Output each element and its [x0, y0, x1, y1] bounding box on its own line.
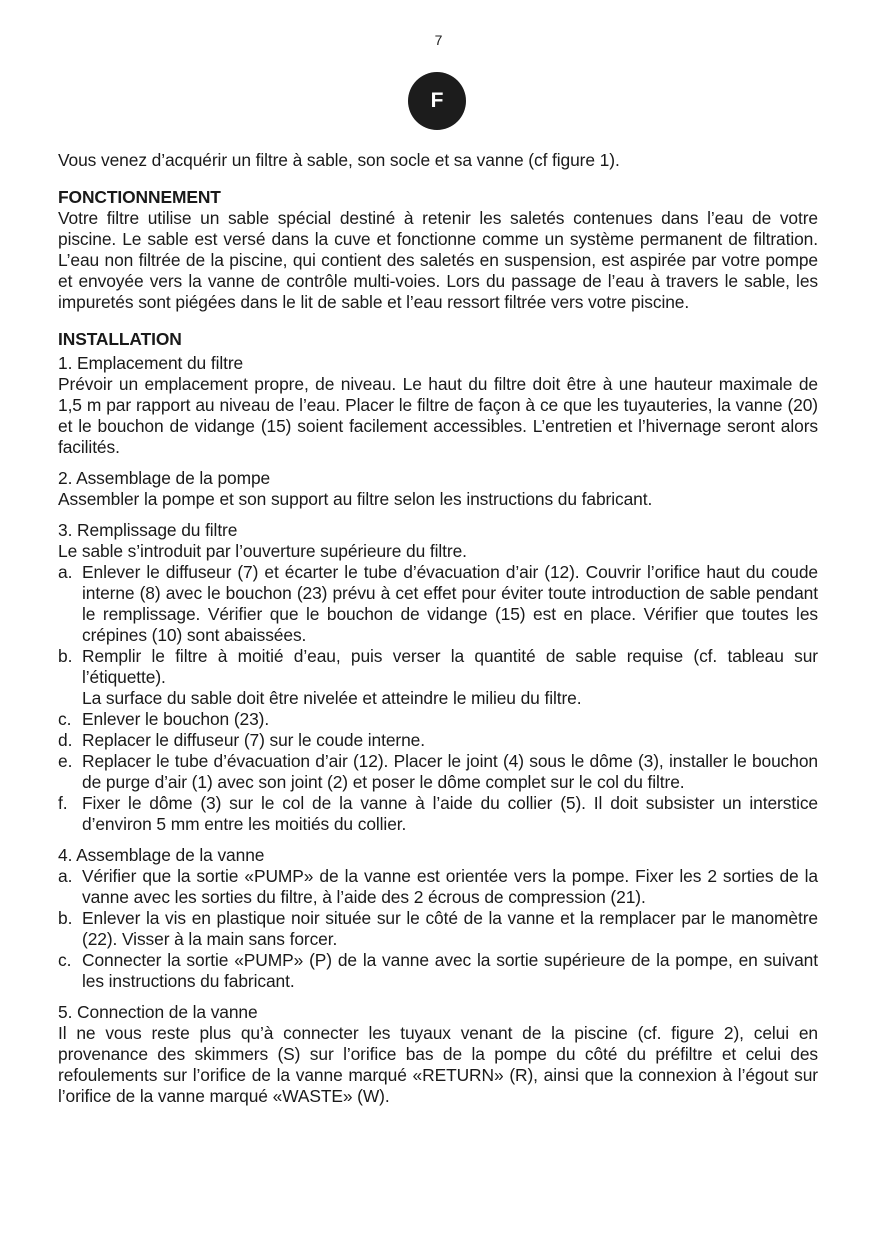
subsection-text: Assembler la pompe et son support au filtre selon les instructions du fabricant.	[58, 489, 653, 509]
vanne-steps	[58, 866, 818, 992]
list-item-text: Remplir le filtre à moitié d’eau, puis verser la quantité de sable requise (cf. tableau sur l’étiquette).	[82, 646, 818, 687]
list-marker: a.	[58, 562, 73, 582]
subsection-connection-vanne	[58, 1002, 818, 1107]
list-marker: e.	[58, 751, 73, 771]
list-item	[58, 562, 818, 646]
language-badge: F	[408, 72, 466, 130]
list-marker: b.	[58, 908, 73, 928]
subsection-title: 5. Connection de la vanne	[58, 1002, 258, 1022]
subsection-text: Prévoir un emplacement propre, de niveau. Le haut du filtre doit être à une hauteur maximale de 1,5 m par rapport au niveau de l’eau. Placer le filtre de façon à ce que les tuyauteries, la vanne (20) et le bouchon de vidange (15) soient facilement accessibles. L’entretien et l’hivernage seront alors facilités.	[58, 374, 818, 457]
section-installation	[58, 329, 818, 1107]
list-item-text: Connecter la sortie «PUMP» (P) de la vanne avec la sortie supérieure de la pompe, en suivant les instructions du fabricant.	[82, 950, 818, 991]
subsection-title: 2. Assemblage de la pompe	[58, 468, 271, 488]
subsection-emplacement	[58, 353, 818, 458]
list-item-note: La surface du sable doit être nivelée et atteindre le milieu du filtre.	[82, 688, 582, 708]
fonctionnement-text: Votre filtre utilise un sable spécial destiné à retenir les saletés contenues dans l’eau de votre piscine. Le sable est versé dans la cuve et fonctionne comme un système permanent de filtration. L’eau non filtrée de la piscine, qui contient des saletés en suspension, est aspirée par votre pompe et envoyée vers la vanne de contrôle multi-voies. Lors du passage de l’eau à travers le sable, les impuretés sont piégées dans le lit de sable et l’eau ressort filtrée vers votre piscine.	[58, 208, 818, 312]
list-item	[58, 793, 818, 835]
subsection-title: 1. Emplacement du filtre	[58, 353, 244, 373]
list-item-text: Vérifier que la sortie «PUMP» de la vanne est orientée vers la pompe. Fixer les 2 sorties de la vanne avec les sorties du filtre, à l’aide des 2 écrous de compression (21).	[82, 866, 818, 907]
section-fonctionnement	[58, 187, 818, 313]
page-number: 7	[434, 32, 443, 48]
list-marker: c.	[58, 709, 72, 729]
list-item-text: Replacer le tube d’évacuation d’air (12). Placer le joint (4) sous le dôme (3), installer le bouchon de purge d’air (1) avec son joint (2) et poser le dôme complet sur le col du filtre.	[82, 751, 818, 792]
list-item-text: Enlever la vis en plastique noir située sur le côté de la vanne et la remplacer par le manomètre (22). Visser à la main sans forcer.	[82, 908, 818, 949]
document-body	[58, 150, 818, 1107]
subsection-title: 4. Assemblage de la vanne	[58, 845, 265, 865]
list-item	[58, 866, 818, 908]
list-marker: a.	[58, 866, 73, 886]
list-marker: d.	[58, 730, 73, 750]
list-item-text: Fixer le dôme (3) sur le col de la vanne à l’aide du collier (5). Il doit subsister un interstice d’environ 5 mm entre les moitiés du collier.	[82, 793, 818, 834]
list-item	[58, 646, 818, 709]
list-item	[58, 908, 818, 950]
list-marker: c.	[58, 950, 72, 970]
list-item	[58, 730, 818, 751]
subsection-text: Le sable s’introduit par l’ouverture supérieure du filtre.	[58, 541, 467, 561]
list-item-text: Enlever le diffuseur (7) et écarter le tube d’évacuation d’air (12). Couvrir l’orifice haut du coude interne (8) avec le bouchon (23) prévu à cet effet pour éviter toute introduction de sable pendant le remplissage. Vérifier que le bouchon de vidange (15) est en place. Vérifier que toutes les crépines (10) sont abaissées.	[82, 562, 818, 645]
remplissage-steps	[58, 562, 818, 835]
list-item-text: Enlever le bouchon (23).	[82, 709, 270, 729]
subsection-text: Il ne vous reste plus qu’à connecter les tuyaux venant de la piscine (cf. figure 2), celui en provenance des skimmers (S) sur l’orifice bas de la pompe du côté du préfiltre et celui des refoulements sur l’orifice de la vanne marqué «RETURN» (R), ainsi que la connexion à l’égout sur l’orifice de la vanne marqué «WASTE» (W).	[58, 1023, 818, 1106]
heading-installation: INSTALLATION	[58, 329, 182, 349]
list-marker: b.	[58, 646, 73, 666]
list-item-text: Replacer le diffuseur (7) sur le coude interne.	[82, 730, 425, 750]
list-item	[58, 709, 818, 730]
subsection-remplissage	[58, 520, 818, 835]
list-marker: f.	[58, 793, 68, 813]
intro-paragraph: Vous venez d’acquérir un filtre à sable, son socle et sa vanne (cf figure 1).	[58, 150, 620, 170]
subsection-assemblage-pompe	[58, 468, 818, 510]
list-item	[58, 751, 818, 793]
subsection-assemblage-vanne	[58, 845, 818, 992]
list-item	[58, 950, 818, 992]
subsection-title: 3. Remplissage du filtre	[58, 520, 238, 540]
heading-fonctionnement: FONCTIONNEMENT	[58, 187, 221, 207]
